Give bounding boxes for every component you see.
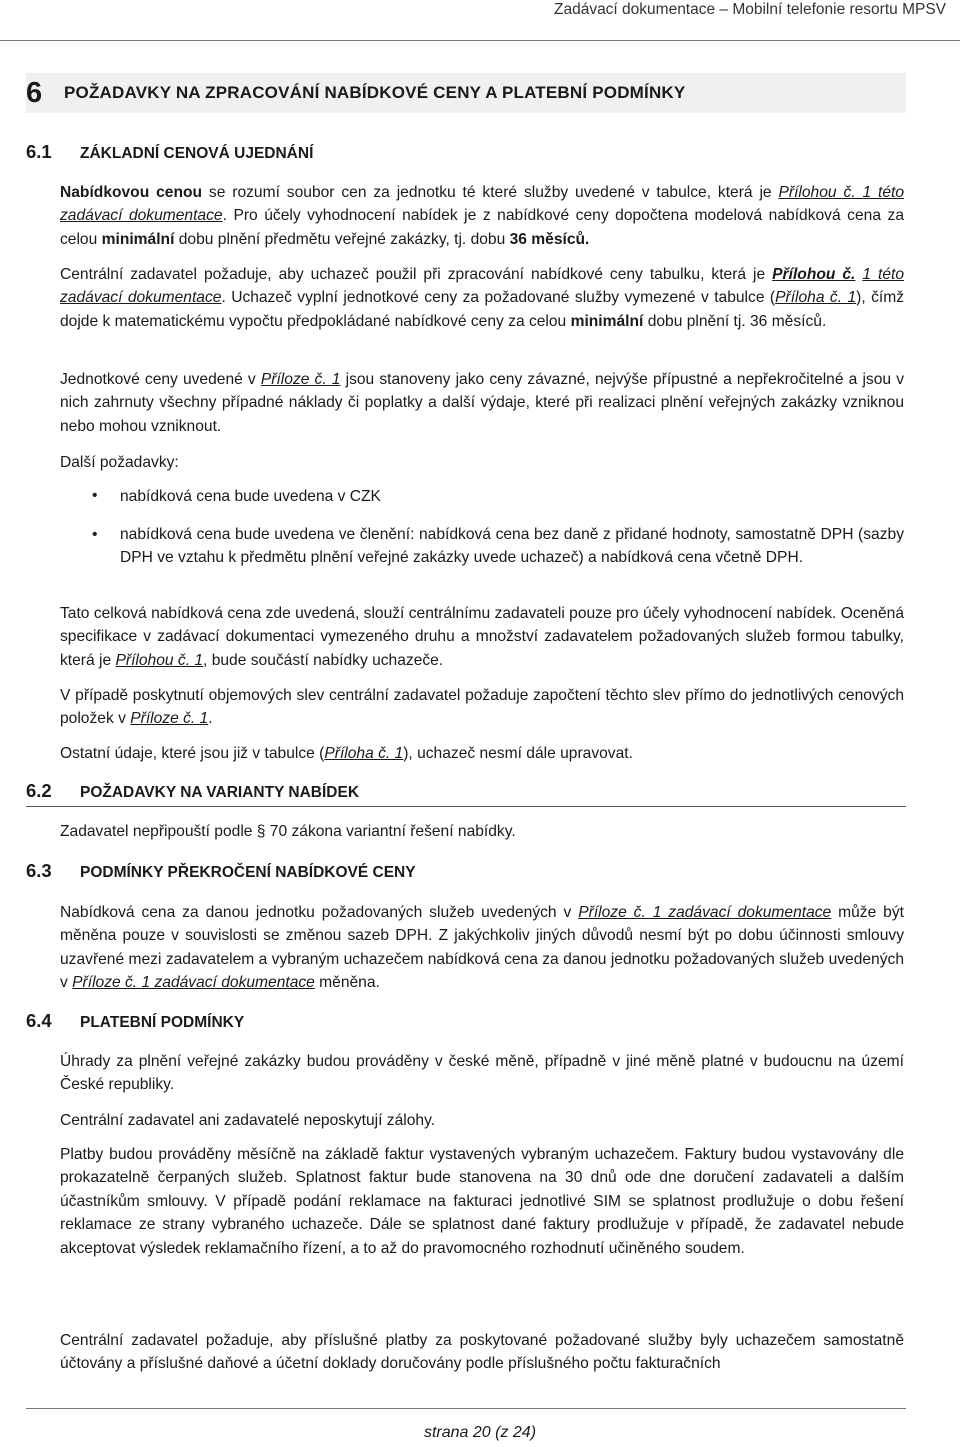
paragraph: Zadavatel nepřipouští podle § 70 zákona variantní řešení nabídky. <box>60 823 516 840</box>
subsection-title: POŽADAVKY NA VARIANTY NABÍDEK <box>80 784 360 801</box>
appendix-link[interactable]: Přílohou č. <box>772 266 856 283</box>
subsection-number: 6.1 <box>26 141 52 162</box>
footer-divider <box>26 1408 906 1409</box>
subsection-title: PLATEBNÍ PODMÍNKY <box>80 1014 245 1031</box>
paragraph: Další požadavky: <box>60 454 179 471</box>
paragraph: Centrální zadavatel ani zadavatelé neposkytují zálohy. <box>60 1112 436 1129</box>
appendix-link[interactable]: Příloha č. 1 <box>775 289 857 307</box>
paragraph: Tato celková nabídková cena zde uvedená, slouží centrálnímu zadavateli pouze pro účely vyhodnocení nabídek. Oceněná specifikace v zadávací dokumentaci vymezeného druhu a množství zadavatelem požadovaných služeb formou tabulky, která je Přílohou č. 1, bude součástí nabídky uchazeče. <box>60 605 904 669</box>
subsection-heading-6-2 <box>26 780 359 802</box>
subsection-title: ZÁKLADNÍ CENOVÁ UJEDNÁNÍ <box>80 145 314 162</box>
paragraph: Centrální zadavatel požaduje, aby příslušné platby za poskytované požadované služby byly uchazečem samostatně účtovány a příslušné daňové a účetní doklady doručovány podle příslušného počtu fakturačních <box>60 1332 904 1373</box>
section-number: 6 <box>26 76 43 109</box>
paragraph: Jednotkové ceny uvedené v Příloze č. 1 jsou stanoveny jako ceny závazné, nejvýše přípustné a nepřekročitelné a jsou v nich zahrnuty všechny případné náklady či poplatky a další výdaje, které při realizaci plnění veřejných zakázky vzniknou nebo mohou vzniknout. <box>60 371 905 435</box>
running-header: Zadávací dokumentace – Mobilní telefonie resortu MPSV <box>553 1 946 18</box>
paragraph: Platby budou prováděny měsíčně na základě faktur vystavených vybraným uchazečem. Faktury budou vystavovány dle prokazatelně čerpaných služeb. Splatnost faktur bude stanovena na 30 dnů ode dne doručení zadavateli a dalším účastníkům smlouvy. V případě podání reklamace na fakturaci jednotlivé SIM se splatnost prodlužuje o dobu řešení reklamace ze strany vybraného uchazeče. Dále se splatnost dané faktury prodlužuje v případě, že zadavatel nebude akceptovat výsledek reklamačního řízení, a to až do pravomocného rozhodnutí učiněného soudem. <box>60 1146 904 1257</box>
subsection-number: 6.2 <box>26 780 52 801</box>
paragraph: V případě poskytnutí objemových slev centrální zadavatel požaduje započtení těchto slev přímo do jednotlivých cenových položek v Příloze č. 1. <box>60 687 904 728</box>
header-divider <box>0 40 960 41</box>
subsection-heading-6-3 <box>26 860 416 882</box>
heading-underline <box>26 806 906 807</box>
section-title: POŽADAVKY NA ZPRACOVÁNÍ NABÍDKOVÉ CENY A PLATEBNÍ PODMÍNKY <box>64 83 686 102</box>
subsection-number: 6.3 <box>26 860 52 881</box>
list-item: nabídková cena bude uvedena v CZK <box>120 488 381 505</box>
paragraph: Nabídkovou cenou se rozumí soubor cen za jednotku té které služby uvedené v tabulce, která je Přílohou č. 1 této zadávací dokumentace. Pro účely vyhodnocení nabídek je z nabídkové ceny dopočtena modelová nabídková cena za celou minimální dobu plnění předmětu veřejné zakázky, tj. dobu 36 měsíců. <box>60 184 905 248</box>
appendix-link[interactable]: 1 této zadávací dokumentace <box>60 266 905 307</box>
page-number: strana 20 (z 24) <box>423 1424 537 1441</box>
paragraph: Ostatní údaje, které jsou již v tabulce (Příloha č. 1), uchazeč nesmí dále upravovat. <box>60 745 633 762</box>
paragraph: Nabídková cena za danou jednotku požadovaných služeb uvedených v Příloze č. 1 zadávací dokumentace může být měněna pouze v souvislosti se změnou sazeb DPH. Z jakýchkoliv jiných důvodů nesmí být po dobu účinnosti smlouvy uzavřené mezi zadavatelem a vybraným uchazečem nabídková cena za danou jednotku požadovaných služeb uvedených v Příloze č. 1 zadávací dokumentace měněna. <box>60 904 904 992</box>
paragraph: Úhrady za plnění veřejné zakázky budou prováděny v české měně, případně v jiné měně platné v budoucnu na území České republiky. <box>60 1053 904 1094</box>
subsection-number: 6.4 <box>26 1010 52 1031</box>
bullet-icon: • <box>92 526 98 543</box>
subsection-title: PODMÍNKY PŘEKROČENÍ NABÍDKOVÉ CENY <box>80 864 416 881</box>
appendix-link[interactable]: Přílohou č. 1 <box>115 651 204 669</box>
appendix-link[interactable]: Příloha č. 1 <box>324 745 404 762</box>
section-heading <box>26 73 906 113</box>
appendix-link[interactable]: Příloze č. 1 <box>260 371 341 388</box>
appendix-link[interactable]: Přílohou č. 1 této zadávací dokumentace <box>60 184 905 225</box>
paragraph: Centrální zadavatel požaduje, aby uchazeč použil při zpracování nabídkové ceny tabulku, která je Přílohou č. 1 této zadávací dokumentace. Uchazeč vyplní jednotkové ceny za požadované služby vymezené v tabulce (Příloha č. 1), čímž dojde k matematickému vypočtu předpokládané nabídkové ceny za celou minimální dobu plnění tj. 36 měsíců. <box>60 266 905 330</box>
appendix-link[interactable]: Příloze č. 1 <box>130 710 209 728</box>
subsection-heading-6-1 <box>26 141 313 163</box>
bullet-icon: • <box>92 487 98 504</box>
subsection-heading-6-4 <box>26 1010 244 1032</box>
appendix-link[interactable]: Příloze č. 1 zadávací dokumentace <box>72 974 315 992</box>
list-item: nabídková cena bude uvedena ve členění: nabídková cena bez daně z přidané hodnoty, samostatně DPH (sazby DPH ve vztahu k předmětu plnění veřejné zakázky uvede uchazeč) a nabídková cena včetně DPH. <box>120 526 904 567</box>
appendix-link[interactable]: Příloze č. 1 zadávací dokumentace <box>578 904 832 921</box>
